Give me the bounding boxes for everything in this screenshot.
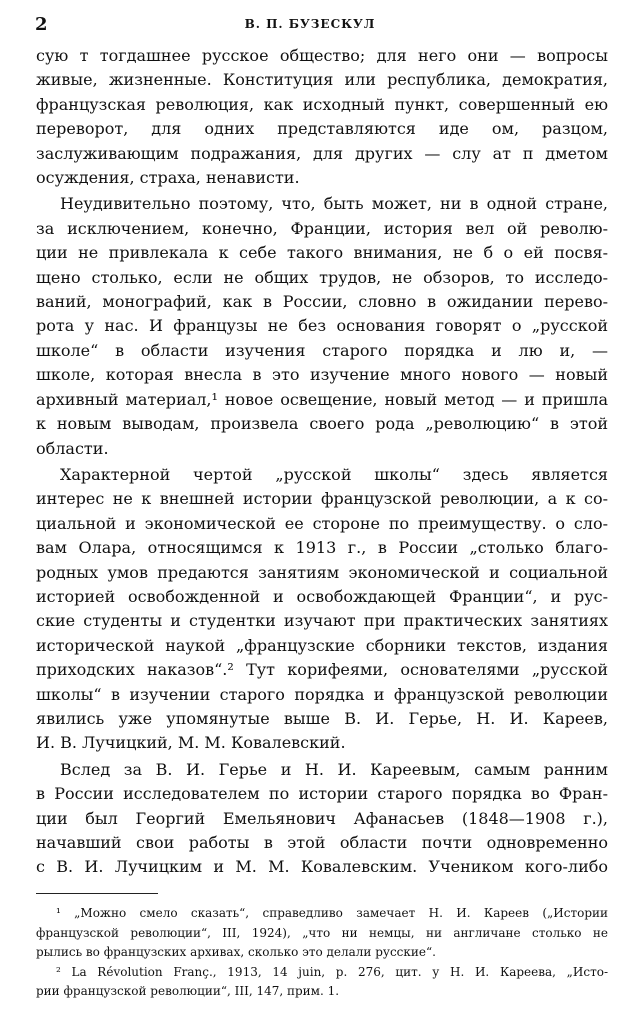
footnote-line: рии французской революции“, III, 147, прим. 1. <box>36 984 340 998</box>
text-line: Характерной чертой „русской школы“ здесь является <box>60 464 608 484</box>
text-line: вам Олара, относящимся к 1913 г., в России „столько благо- <box>36 538 608 558</box>
text-line: начавший свои работы в этой области почти одновременно <box>36 833 608 852</box>
page-number: 2 <box>35 14 48 35</box>
text-line: школы“ в изучении старого порядка и французской революции <box>36 684 608 704</box>
text-line: историей освобожденной и освобождающей Франции“, и рус- <box>36 586 608 606</box>
text-line: к новым выводам, произвела своего рода „революцию“ в этой <box>36 414 608 434</box>
running-head: В. П. БУЗЕСКУЛ <box>244 17 376 31</box>
text-line: школе, которая внесла в это изучение много нового — новый <box>36 365 608 385</box>
text-line: с В. И. Лучицким и М. М. Ковалевским. Учеником кого-либо <box>36 857 608 877</box>
footnote-line: ¹ „Можно смело сказать“, справедливо замечает Н. И. Кареев („Истории <box>56 906 608 920</box>
text-line: Неудивительно поэтому, что, быть может, ни в одной стране, <box>60 194 608 214</box>
text-line: рота у нас. И французы не без основания говорят о „русской <box>36 316 608 336</box>
page-header <box>0 14 620 38</box>
footnote-line: ² La Révolution Franç., 1913, 14 juin, p. 276, цит. у Н. И. Кареева, „Исто- <box>56 964 608 979</box>
text-line: явились уже упомянутые выше В. И. Герье, Н. И. Кареев, <box>36 708 608 728</box>
text-line: сую т тогдашнее русское общество; для него они — вопросы <box>36 46 608 65</box>
text-line: исторической наукой „французские сборники текстов, издания <box>36 635 608 655</box>
paragraph-1 <box>36 44 608 190</box>
footnote-line: французской революции“, III, 1924), „что ни немцы, ни англичане столько не <box>36 925 608 940</box>
text-line: циальной и экономической ее стороне по преимуществу. о сло- <box>36 513 608 533</box>
text-line: ские студенты и студентки изучают при практических занятиях <box>36 611 608 631</box>
text-line: переворот, для одних представляются иде ом, разцом, <box>36 119 608 139</box>
paragraph-4 <box>36 758 608 880</box>
body-text <box>36 44 608 882</box>
text-line: щено столько, если не общих трудов, не обзоров, то исследо- <box>36 267 608 287</box>
text-line: школе“ в области изучения старого порядка и лю и, — <box>36 340 608 360</box>
text-line: родных умов предаются занятиям экономической и социальной <box>36 562 608 582</box>
text-line: заслуживающим подражания, для других — слу ат п дметом <box>36 143 608 163</box>
text-line: Вслед за В. И. Герье и Н. И. Кареевым, самым ранним <box>60 759 608 779</box>
text-line: архивный материал,¹ новое освещение, новый метод — и пришла <box>36 389 608 409</box>
text-line: живые, жизненные. Конституция или республика, демократия, <box>36 70 608 90</box>
text-line: ваний, монографий, как в России, словно в ожидании перево- <box>36 292 608 312</box>
paragraph-3 <box>36 463 608 756</box>
text-line: приходских наказов“.² Тут корифеями, основателями „русской <box>36 660 608 680</box>
text-line: области. <box>36 438 109 458</box>
footnote-1 <box>36 904 608 963</box>
footnotes <box>36 904 608 1002</box>
text-line: интерес не к внешней истории французской революции, а к со- <box>36 489 608 509</box>
text-line: французская революция, как исходный пункт, совершенный ею <box>36 94 608 114</box>
text-line: ции был Георгий Емельянович Афанасьев (1848—1908 г.), <box>36 808 608 828</box>
text-line: за исключением, конечно, Франции, история вел ой револю- <box>36 218 608 238</box>
text-line: осуждения, страха, ненависти. <box>36 168 300 188</box>
footnote-separator <box>36 893 158 894</box>
text-line: в России исследователем по истории старого порядка во Фран- <box>36 784 608 804</box>
paragraph-2 <box>36 192 608 460</box>
footnote-line: рылись во французских архивах, сколько это делали русские“. <box>36 945 436 959</box>
footnote-2 <box>36 963 608 1002</box>
text-line: И. В. Лучицкий, М. М. Ковалевский. <box>36 733 346 753</box>
text-line: ции не привлекала к себе такого внимания, не б о ей посвя- <box>36 243 608 263</box>
